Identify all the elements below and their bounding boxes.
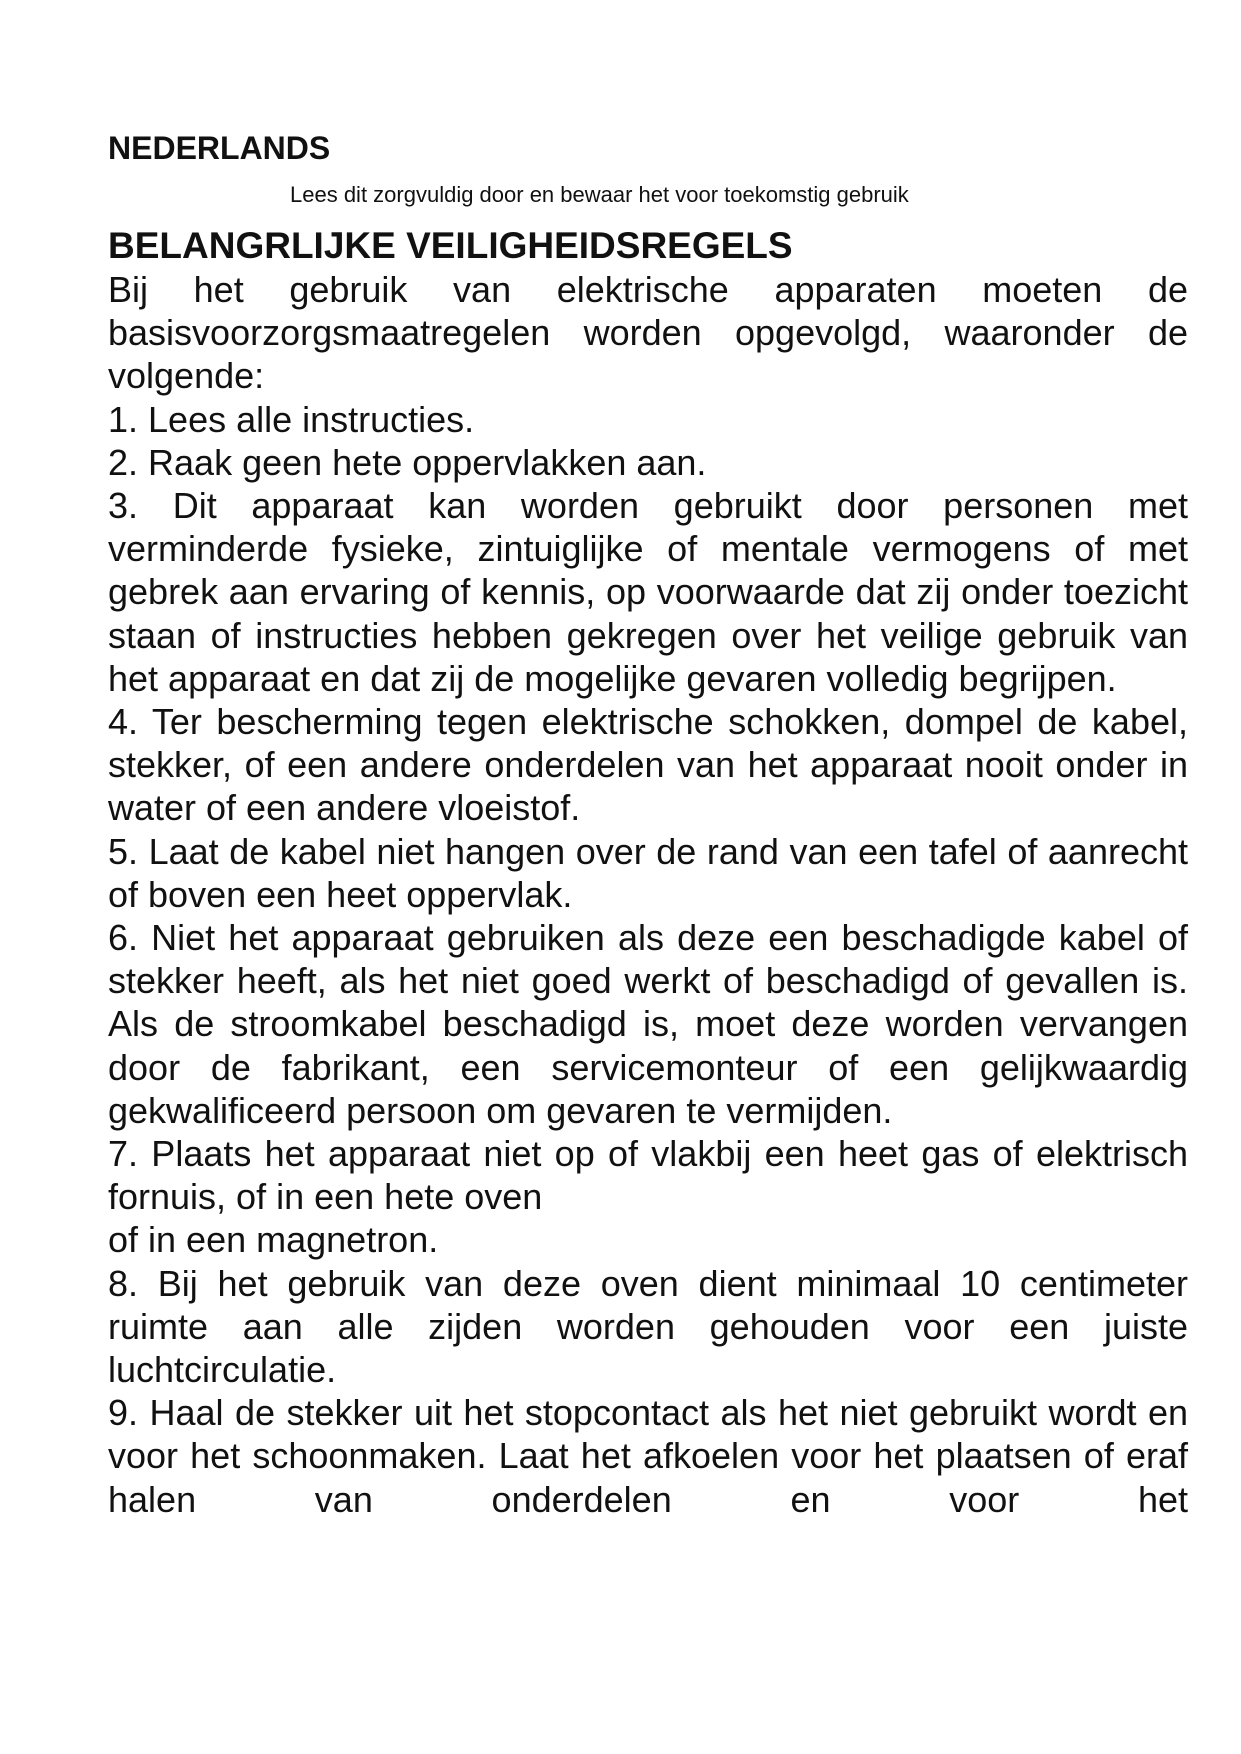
section-title: BELANGRLIJKE VEILIGHEIDSREGELS — [108, 225, 793, 266]
intro-paragraph: Bij het gebruik van elektrische apparaten moeten de basisvoorzorgsmaatregelen worden opgevolgd, waaronder de volgende: — [108, 269, 1188, 397]
rule-7-continued: of in een magnetron. — [108, 1219, 439, 1261]
rule-4: 4. Ter bescherming tegen elektrische schokken, dompel de kabel, stekker, of een andere onderdelen van het apparaat nooit onder in water of een andere vloeistof. — [108, 701, 1188, 829]
language-heading: NEDERLANDS — [108, 130, 331, 166]
rule-1: 1. Lees alle instructies. — [108, 398, 475, 440]
rule-6: 6. Niet het apparaat gebruiken als deze een beschadigde kabel of stekker heeft, als het niet goed werkt of beschadigd of gevallen is. Als de stroomkabel beschadigd is, moet deze worden vervangen door de fabrikant, een servicemonteur of een gelijkwaardig gekwalificeerd persoon om gevaren te vermijden. — [108, 917, 1188, 1131]
rule-7: 7. Plaats het apparaat niet op of vlakbij een heet gas of elektrisch fornuis, of in een hete oven — [108, 1133, 1188, 1218]
rule-8: 8. Bij het gebruik van deze oven dient minimaal 10 centimeter ruimte aan alle zijden worden gehouden voor een juiste luchtcirculatie. — [108, 1262, 1188, 1391]
rule-9: 9. Haal de stekker uit het stopcontact als het niet gebruikt wordt en voor het schoonmaken. Laat het afkoelen voor het plaatsen of eraf halen van onderdelen en voor het — [108, 1392, 1188, 1520]
subtitle: Lees dit zorgvuldig door en bewaar het voor toekomstig gebruik — [290, 182, 909, 207]
rule-5: 5. Laat de kabel niet hangen over de rand van een tafel of aanrecht of boven een heet oppervlak. — [108, 830, 1188, 915]
safety-rules — [108, 268, 1188, 1521]
manual-page — [108, 128, 1188, 1521]
rule-3: 3. Dit apparaat kan worden gebruikt door personen met verminderde fysieke, zintuiglijke of mentale vermogens of met gebrek aan ervaring of kennis, op voorwaarde dat zij onder toezicht staan of instructies hebben gekregen over het veilige gebruik van het apparaat en dat zij de mogelijke gevaren volledig begrijpen. — [108, 485, 1188, 699]
rule-2: 2. Raak geen hete oppervlakken aan. — [108, 441, 707, 483]
